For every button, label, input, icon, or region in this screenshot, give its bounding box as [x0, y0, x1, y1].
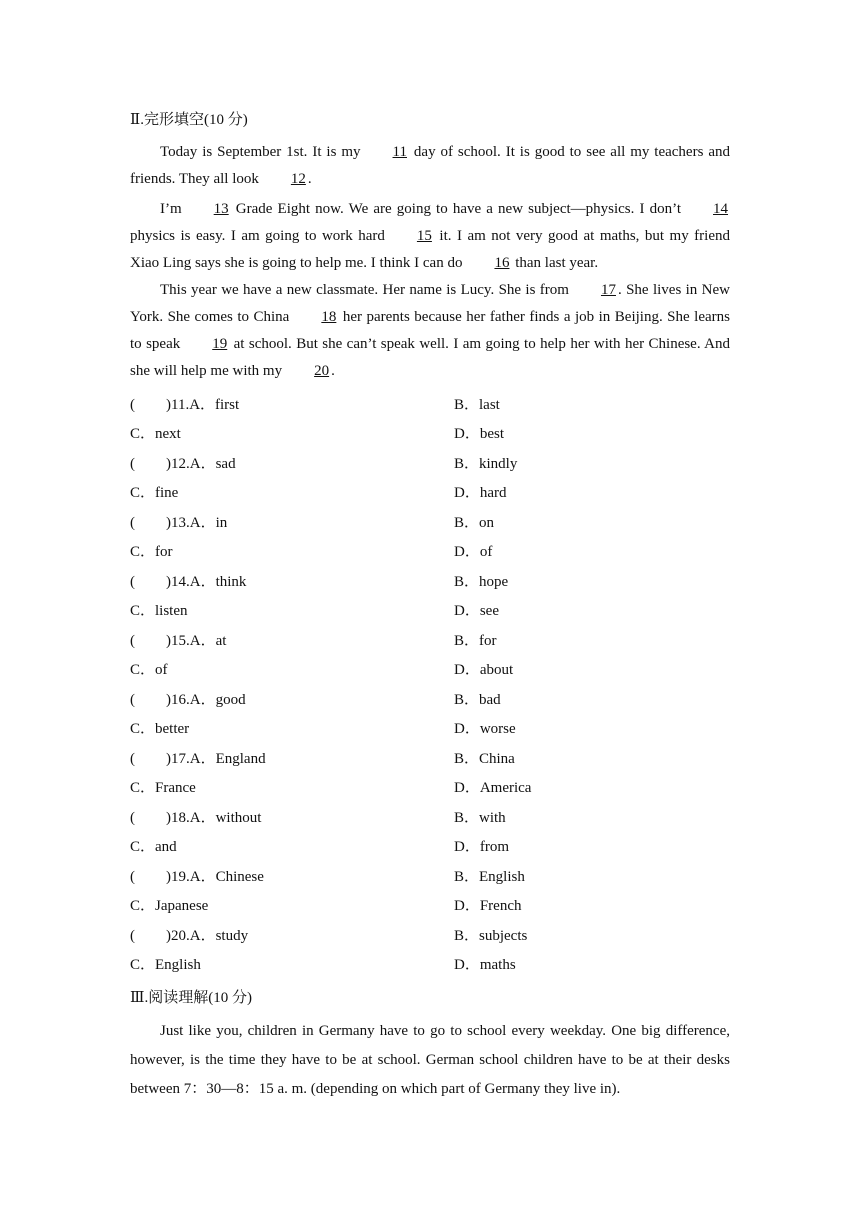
answer-paren[interactable]: ( [130, 692, 135, 708]
text: I’m [160, 201, 182, 217]
cloze-paragraph-3 [130, 277, 730, 385]
option-c: C．Japanese [130, 898, 209, 914]
question-11-row-ab [130, 393, 730, 415]
answer-paren[interactable]: ( [130, 574, 135, 590]
question-17-row-ab [130, 747, 730, 769]
question-18-row-cd [130, 835, 730, 857]
question-19-row-cd [130, 894, 730, 916]
question-15-row-cd [130, 658, 730, 680]
question-11-row-cd [130, 422, 730, 444]
option-a: )11.A．first [166, 397, 240, 413]
answer-paren[interactable]: ( [130, 397, 135, 413]
question-17-row-cd [130, 776, 730, 798]
option-a: )17.A．England [166, 751, 266, 767]
option-a: )13.A．in [166, 515, 228, 531]
blank-19: 19 [212, 336, 228, 352]
question-12-row-cd [130, 481, 730, 503]
blank-18: 18 [321, 309, 337, 325]
text: This year we have a new classmate. Her name is Lucy. She is from [160, 282, 569, 298]
blank-14: 14 [713, 201, 729, 217]
answer-paren[interactable]: ( [130, 515, 135, 531]
section-2-heading: Ⅱ.完形填空(10 分) [130, 112, 248, 128]
text: day of school. It is good to see all my teachers and friends. They all look [130, 144, 731, 187]
question-16-row-cd [130, 717, 730, 739]
text: her parents because her father finds a job in Beijing. She learns to speak [130, 309, 730, 352]
question-14-row-cd [130, 599, 730, 621]
option-d: D．America [454, 780, 532, 796]
blank-17: 17 [600, 282, 616, 298]
option-c: C．for [130, 544, 173, 560]
question-14-row-ab [130, 570, 730, 592]
option-c: C．of [130, 662, 168, 678]
option-a: )14.A．think [166, 574, 247, 590]
option-b: B．bad [454, 692, 501, 708]
answer-paren[interactable]: ( [130, 456, 135, 472]
option-a: )18.A．without [166, 810, 262, 826]
option-a: )16.A．good [166, 692, 246, 708]
option-d: D．worse [454, 721, 516, 737]
option-a: )20.A．study [166, 928, 249, 944]
text: Grade Eight now. We are going to have a new subject—physics. I don’t [235, 201, 682, 217]
answer-paren[interactable]: ( [130, 810, 135, 826]
option-d: D．maths [454, 957, 516, 973]
option-a: )15.A．at [166, 633, 227, 649]
option-b: B．subjects [454, 928, 528, 944]
answer-paren[interactable]: ( [130, 928, 135, 944]
option-c: C．listen [130, 603, 188, 619]
option-b: B．English [454, 869, 525, 885]
option-b: B．hope [454, 574, 509, 590]
question-16-row-ab [130, 688, 730, 710]
question-13-row-ab [130, 511, 730, 533]
option-d: D．best [454, 426, 504, 442]
option-a: )19.A．Chinese [166, 869, 264, 885]
cloze-paragraph-1 [130, 139, 730, 193]
question-20-row-cd [130, 953, 730, 975]
text: Today is September 1st. It is my [160, 144, 361, 160]
question-19-row-ab [130, 865, 730, 887]
blank-12: 12 [290, 171, 306, 187]
question-12-row-ab [130, 452, 730, 474]
question-20-row-ab [130, 924, 730, 946]
text: . [331, 363, 335, 379]
answer-paren[interactable]: ( [130, 751, 135, 767]
text: it. I am not very good at maths, but my friend Xiao Ling says she is going to help me. I think I can do [130, 228, 730, 271]
option-c: C．next [130, 426, 181, 442]
option-d: D．from [454, 839, 509, 855]
answer-paren[interactable]: ( [130, 633, 135, 649]
blank-13: 13 [213, 201, 229, 217]
option-b: B．for [454, 633, 497, 649]
text: at school. But she can’t speak well. I am going to help her with her Chinese. And she will help me with my [130, 336, 731, 379]
blank-20: 20 [314, 363, 330, 379]
option-b: B．kindly [454, 456, 518, 472]
option-c: C．fine [130, 485, 179, 501]
option-c: C．English [130, 957, 201, 973]
reading-paragraph-1 [130, 1017, 730, 1104]
question-18-row-ab [130, 806, 730, 828]
option-d: D．hard [454, 485, 507, 501]
answer-paren[interactable]: ( [130, 869, 135, 885]
option-c: C．better [130, 721, 190, 737]
option-d: D．French [454, 898, 522, 914]
option-d: D．of [454, 544, 493, 560]
text: . [307, 171, 312, 187]
text: . She lives in New York. She comes to China [130, 282, 730, 325]
reading-text: Just like you, children in Germany have to go to school every weekday. One big difference, however, is the time they have to be at school. German school children have to be at their desks between 7：30—8：15 a. m. (depending on which part of Germany they live in). [130, 1023, 730, 1097]
option-a: )12.A．sad [166, 456, 236, 472]
blank-16: 16 [494, 255, 510, 271]
blank-11: 11 [392, 144, 407, 160]
option-b: B．on [454, 515, 495, 531]
question-13-row-cd [130, 540, 730, 562]
text: than last year. [515, 255, 599, 271]
option-b: B．with [454, 810, 506, 826]
option-c: C．and [130, 839, 177, 855]
option-d: D．about [454, 662, 514, 678]
text: physics is easy. I am going to work hard [130, 228, 385, 244]
section-3-heading: Ⅲ.阅读理解(10 分) [130, 990, 252, 1006]
blank-15: 15 [416, 228, 432, 244]
option-b: B．last [454, 397, 500, 413]
question-15-row-ab [130, 629, 730, 651]
option-b: B．China [454, 751, 515, 767]
cloze-paragraph-2 [130, 196, 730, 277]
option-c: C．France [130, 780, 196, 796]
option-d: D．see [454, 603, 499, 619]
